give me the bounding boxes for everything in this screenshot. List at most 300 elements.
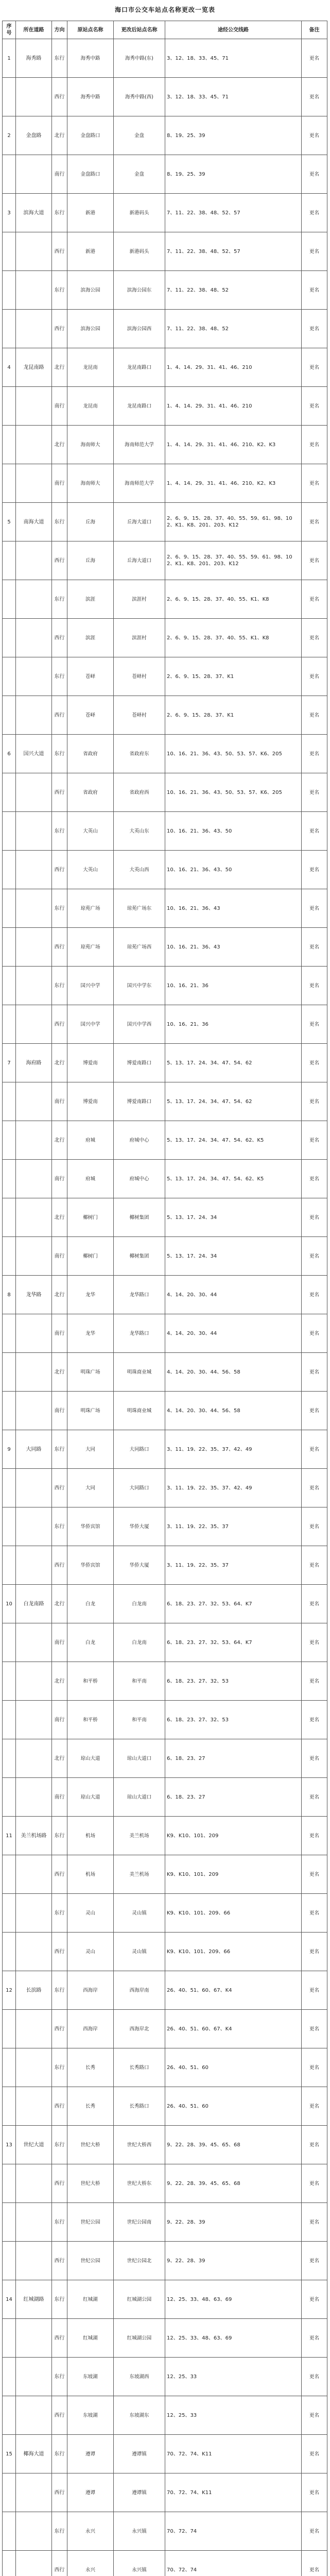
original-station-cell: 金盘路口 [67,116,114,155]
new-station-cell: 琼苑广场东 [114,889,165,928]
new-station-cell: 海南师范大学 [114,464,165,503]
table-row [3,348,327,387]
new-station-cell: 丘海大道口 [114,503,165,541]
note-cell: 更名 [302,1662,327,1701]
bus-lines-cell: 5、13、17、24、34、47、54、62 [165,1044,302,1082]
note-cell: 更名 [302,1585,327,1623]
row-number-cell [3,1121,16,1160]
original-station-cell: 明珠广场 [67,1353,114,1392]
direction-cell: 西行 [52,773,67,812]
bus-lines-cell: 5、13、17、24、34 [165,1198,302,1237]
table-row [3,2358,327,2396]
table-row [3,1237,327,1276]
road-name-cell [16,2048,52,2087]
new-station-cell: 世纪公园北 [114,2242,165,2280]
table-row [3,464,327,503]
direction-cell: 东行 [52,39,67,78]
bus-lines-cell: K9、K10、101、209 [165,1855,302,1894]
row-number-cell [3,1778,16,1817]
original-station-cell: 海秀中路 [67,39,114,78]
new-station-cell: 灵山镇 [114,1933,165,1971]
row-number-cell [3,2203,16,2242]
original-station-cell: 东坡湖 [67,2396,114,2435]
row-number-cell: 9 [3,1430,16,1469]
new-station-cell: 遵谭镇 [114,2473,165,2512]
original-station-cell: 国兴中学 [67,967,114,1005]
table-row [3,967,327,1005]
bus-lines-cell: 3、11、19、22、35、37、42、49 [165,1469,302,1507]
original-station-cell: 大同 [67,1430,114,1469]
table-row [3,773,327,812]
original-station-cell: 龙昆南 [67,387,114,426]
road-name-cell [16,1005,52,1044]
row-number-cell [3,310,16,348]
row-number-cell: 2 [3,116,16,155]
original-station-cell: 椰树门 [67,1198,114,1237]
direction-cell: 东行 [52,1507,67,1546]
new-station-cell: 世纪大桥东 [114,2164,165,2203]
road-name-cell [16,1778,52,1817]
new-station-cell: 丘海大道口 [114,541,165,580]
table-row [3,2126,327,2164]
row-number-cell [3,78,16,116]
road-name-cell [16,1353,52,1392]
note-cell: 更名 [302,2319,327,2358]
new-station-cell: 和平南 [114,1701,165,1739]
original-station-cell: 琼山大道 [67,1778,114,1817]
direction-cell: 西行 [52,619,67,657]
new-station-cell: 明珠商业城 [114,1353,165,1392]
road-name-cell [16,1623,52,1662]
original-station-cell: 机场 [67,1817,114,1855]
road-name-cell [16,967,52,1005]
table-row [3,2164,327,2203]
new-station-cell: 白龙南 [114,1585,165,1623]
table-row [3,1314,327,1353]
direction-cell: 北行 [52,1044,67,1082]
direction-cell: 东行 [52,194,67,232]
new-station-cell: 美兰机场 [114,1817,165,1855]
table-row [3,2396,327,2435]
row-number-cell [3,2396,16,2435]
direction-cell: 西行 [52,928,67,967]
new-station-cell: 博爱南路口 [114,1082,165,1121]
new-station-cell: 白龙南 [114,1623,165,1662]
table-row [3,2203,327,2242]
bus-lines-cell: 10、16、21、36、43、50 [165,851,302,889]
original-station-cell: 白龙 [67,1623,114,1662]
row-number-cell [3,773,16,812]
note-cell: 更名 [302,580,327,619]
table-row [3,271,327,310]
note-cell: 更名 [302,1933,327,1971]
original-station-cell: 府城 [67,1121,114,1160]
row-number-cell [3,1082,16,1121]
row-number-cell: 14 [3,2280,16,2319]
new-station-cell: 西海岸北 [114,2010,165,2048]
header-direction: 方向 [52,21,67,39]
original-station-cell: 滨涯 [67,580,114,619]
direction-cell: 北行 [52,1276,67,1314]
original-station-cell: 新港 [67,232,114,271]
note-cell: 更名 [302,889,327,928]
original-station-cell: 西海岸 [67,2010,114,2048]
road-name-cell [16,1082,52,1121]
note-cell: 更名 [302,1855,327,1894]
road-name-cell [16,1701,52,1739]
bus-lines-cell: 3、12、18、33、45、71 [165,39,302,78]
row-number-cell [3,1160,16,1198]
table-row [3,310,327,348]
header-note: 备注 [302,21,327,39]
road-name-cell [16,271,52,310]
road-name-cell [16,619,52,657]
new-station-cell: 永兴镇 [114,2512,165,2551]
row-number-cell [3,1198,16,1237]
note-cell: 更名 [302,2048,327,2087]
original-station-cell: 滨海公园 [67,271,114,310]
road-name-cell [16,426,52,464]
bus-lines-cell: 70、72、74 [165,2512,302,2551]
bus-lines-cell: 8、19、25、39 [165,155,302,194]
row-number-cell [3,426,16,464]
original-station-cell: 永兴 [67,2551,114,2576]
original-station-cell: 华侨宾馆 [67,1507,114,1546]
bus-lines-cell: 10、16、21、36、43、50、53、57、K6、205 [165,735,302,773]
row-number-cell [3,1894,16,1933]
direction-cell: 东行 [52,2358,67,2396]
note-cell: 更名 [302,773,327,812]
row-number-cell [3,1469,16,1507]
original-station-cell: 琼苑广场 [67,889,114,928]
direction-cell: 北行 [52,1121,67,1160]
table-header-row [3,21,327,39]
road-name-cell [16,2396,52,2435]
new-station-cell: 金盘 [114,116,165,155]
road-name-cell [16,1121,52,1160]
road-name-cell [16,1894,52,1933]
new-station-cell: 永兴镇 [114,2551,165,2576]
row-number-cell [3,1933,16,1971]
direction-cell: 西行 [52,2319,67,2358]
original-station-cell: 红城湖 [67,2319,114,2358]
table-row [3,2048,327,2087]
road-name-cell [16,2087,52,2126]
original-station-cell: 苍峄 [67,696,114,735]
original-station-cell: 世纪大桥 [67,2164,114,2203]
new-station-cell: 海南师范大学 [114,426,165,464]
bus-lines-cell: 10、16、21、36 [165,1005,302,1044]
row-number-cell [3,387,16,426]
bus-lines-cell: 2、6、9、15、28、37、40、55、59、61、98、102、K1、K8、201、203、K12 [165,503,302,541]
note-cell: 更名 [302,2551,327,2576]
direction-cell: 东行 [52,2512,67,2551]
road-name-cell [16,1198,52,1237]
note-cell: 更名 [302,2280,327,2319]
new-station-cell: 府城中心 [114,1121,165,1160]
direction-cell: 东行 [52,889,67,928]
table-row [3,1276,327,1314]
original-station-cell: 丘海 [67,503,114,541]
direction-cell: 南行 [52,387,67,426]
note-cell: 更名 [302,1701,327,1739]
table-row [3,889,327,928]
table-row [3,1507,327,1546]
row-number-cell: 4 [3,348,16,387]
row-number-cell [3,619,16,657]
note-cell: 更名 [302,1237,327,1276]
table-row [3,1701,327,1739]
note-cell: 更名 [302,2242,327,2280]
original-station-cell: 椰树门 [67,1237,114,1276]
direction-cell: 南行 [52,1701,67,1739]
row-number-cell [3,2164,16,2203]
direction-cell: 西行 [52,2473,67,2512]
new-station-cell: 东坡湖东 [114,2396,165,2435]
note-cell: 更名 [302,1469,327,1507]
row-number-cell [3,2087,16,2126]
original-station-cell: 遵谭 [67,2473,114,2512]
direction-cell: 北行 [52,1662,67,1701]
new-station-cell: 和平南 [114,1662,165,1701]
row-number-cell [3,541,16,580]
road-name-cell: 大同路 [16,1430,52,1469]
road-name-cell [16,1237,52,1276]
note-cell: 更名 [302,1005,327,1044]
new-station-cell: 龙华路口 [114,1314,165,1353]
original-station-cell: 大同 [67,1469,114,1507]
table-row [3,1739,327,1778]
bus-lines-cell: 7、11、22、38、48、52、57 [165,232,302,271]
new-station-cell: 龙昆南路口 [114,348,165,387]
direction-cell: 北行 [52,348,67,387]
row-number-cell: 11 [3,1817,16,1855]
direction-cell: 东行 [52,812,67,851]
road-name-cell [16,2203,52,2242]
bus-lines-cell: 12、25、33、48、63、69 [165,2319,302,2358]
note-cell: 更名 [302,310,327,348]
bus-lines-cell: 26、40、51、60 [165,2087,302,2126]
road-name-cell [16,2164,52,2203]
original-station-cell: 和平桥 [67,1701,114,1739]
note-cell: 更名 [302,426,327,464]
direction-cell: 西行 [52,851,67,889]
new-station-cell: 明珠商业城 [114,1392,165,1430]
road-name-cell [16,2551,52,2576]
row-number-cell [3,657,16,696]
row-number-cell [3,580,16,619]
row-number-cell [3,271,16,310]
bus-lines-cell: 4、14、20、30、44、56、58 [165,1392,302,1430]
table-row [3,812,327,851]
note-cell: 更名 [302,39,327,78]
note-cell: 更名 [302,464,327,503]
original-station-cell: 永兴 [67,2512,114,2551]
road-name-cell: 南海大道 [16,503,52,541]
bus-lines-cell: 6、18、23、27 [165,1778,302,1817]
new-station-cell: 红城湖公园 [114,2280,165,2319]
note-cell: 更名 [302,155,327,194]
road-name-cell [16,1314,52,1353]
road-name-cell [16,155,52,194]
road-name-cell [16,1546,52,1585]
direction-cell: 东行 [52,1971,67,2010]
new-station-cell: 椰树集团 [114,1198,165,1237]
note-cell: 更名 [302,851,327,889]
note-cell: 更名 [302,735,327,773]
table-row [3,541,327,580]
original-station-cell: 苍峄 [67,657,114,696]
direction-cell: 东行 [52,2280,67,2319]
note-cell: 更名 [302,928,327,967]
direction-cell: 东行 [52,735,67,773]
table-row [3,1933,327,1971]
road-name-cell [16,2473,52,2512]
note-cell: 更名 [302,1894,327,1933]
header-no: 序号 [3,21,16,39]
row-number-cell: 3 [3,194,16,232]
table-row [3,928,327,967]
new-station-cell: 红城湖公园 [114,2319,165,2358]
table-row [3,1353,327,1392]
row-number-cell [3,2512,16,2551]
road-name-cell [16,1933,52,1971]
new-station-cell: 长秀路口 [114,2087,165,2126]
note-cell: 更名 [302,387,327,426]
bus-lines-cell: 7、11、22、38、48、52 [165,310,302,348]
bus-lines-cell: 26、40、51、60 [165,2048,302,2087]
table-row [3,39,327,78]
direction-cell: 西行 [52,1546,67,1585]
note-cell: 更名 [302,1160,327,1198]
table-row [3,2242,327,2280]
table-row [3,116,327,155]
road-name-cell: 国兴大道 [16,735,52,773]
original-station-cell: 国兴中学 [67,1005,114,1044]
bus-lines-cell: 8、19、25、39 [165,116,302,155]
original-station-cell: 博爱南 [67,1044,114,1082]
row-number-cell [3,928,16,967]
bus-lines-cell: 10、16、21、36 [165,967,302,1005]
original-station-cell: 府城 [67,1160,114,1198]
road-name-cell [16,928,52,967]
direction-cell: 西行 [52,2087,67,2126]
table-row [3,1392,327,1430]
bus-lines-cell: 1、4、14、29、31、41、46、210、K2、K3 [165,426,302,464]
bus-lines-cell: 6、18、23、27 [165,1739,302,1778]
original-station-cell: 华侨宾馆 [67,1546,114,1585]
bus-lines-cell: 10、16、21、36、43、50 [165,812,302,851]
direction-cell: 北行 [52,1739,67,1778]
bus-lines-cell: 4、14、20、30、44 [165,1314,302,1353]
bus-lines-cell: 9、22、28、39、45、65、68 [165,2126,302,2164]
new-station-cell: 世纪大桥西 [114,2126,165,2164]
note-cell: 更名 [302,1392,327,1430]
road-name-cell: 长滨路 [16,1971,52,2010]
row-number-cell [3,232,16,271]
bus-lines-cell: 6、18、23、27、32、53、64、K7 [165,1585,302,1623]
table-row [3,1585,327,1623]
direction-cell: 西行 [52,1469,67,1507]
table-row [3,657,327,696]
bus-lines-cell: 26、40、51、60、67、K4 [165,1971,302,2010]
direction-cell: 西行 [52,696,67,735]
road-name-cell [16,78,52,116]
row-number-cell: 15 [3,2435,16,2473]
note-cell: 更名 [302,1546,327,1585]
direction-cell: 东行 [52,2048,67,2087]
note-cell: 更名 [302,2010,327,2048]
row-number-cell [3,851,16,889]
table-row [3,1778,327,1817]
original-station-cell: 东坡湖 [67,2358,114,2396]
road-name-cell [16,889,52,928]
new-station-cell: 华侨大厦 [114,1546,165,1585]
new-station-cell: 新港码头 [114,194,165,232]
new-station-cell: 金盘 [114,155,165,194]
table-row [3,194,327,232]
row-number-cell: 1 [3,39,16,78]
bus-lines-cell: K9、K10、101、209、66 [165,1933,302,1971]
road-name-cell: 白龙南路 [16,1585,52,1623]
original-station-cell: 长秀 [67,2087,114,2126]
bus-lines-cell: 12、25、33 [165,2396,302,2435]
table-body [3,39,327,2576]
document-title: 海口市公交车站点名称更改一览表 [114,6,215,13]
row-number-cell [3,464,16,503]
road-name-cell [16,2010,52,2048]
table-row [3,2280,327,2319]
direction-cell: 东行 [52,2435,67,2473]
table-row [3,426,327,464]
note-cell: 更名 [302,619,327,657]
table-row [3,619,327,657]
original-station-cell: 海南师大 [67,426,114,464]
row-number-cell [3,1855,16,1894]
table-row [3,2087,327,2126]
road-name-cell [16,580,52,619]
road-name-cell [16,1160,52,1198]
table-row [3,1855,327,1894]
header-lines: 途经公交线路 [165,21,302,39]
road-name-cell: 红城湖路 [16,2280,52,2319]
table-row [3,232,327,271]
direction-cell: 西行 [52,78,67,116]
note-cell: 更名 [302,1276,327,1314]
new-station-cell: 龙华路口 [114,1276,165,1314]
note-cell: 更名 [302,1082,327,1121]
row-number-cell: 6 [3,735,16,773]
table-row [3,387,327,426]
original-station-cell: 海秀中路 [67,78,114,116]
road-name-cell [16,1855,52,1894]
table-row [3,2435,327,2473]
row-number-cell: 13 [3,2126,16,2164]
table-row [3,78,327,116]
direction-cell: 南行 [52,1392,67,1430]
direction-cell: 东行 [52,967,67,1005]
original-station-cell: 世纪大桥 [67,2126,114,2164]
direction-cell: 南行 [52,1082,67,1121]
new-station-cell: 海秀中路(东) [114,39,165,78]
note-cell: 更名 [302,2203,327,2242]
road-name-cell: 金盘路 [16,116,52,155]
new-station-cell: 遵谭镇 [114,2435,165,2473]
bus-lines-cell: 1、4、14、29、31、41、46、210 [165,348,302,387]
row-number-cell [3,1662,16,1701]
table-row [3,155,327,194]
bus-lines-cell: 3、11、19、22、35、37、42、49 [165,1430,302,1469]
